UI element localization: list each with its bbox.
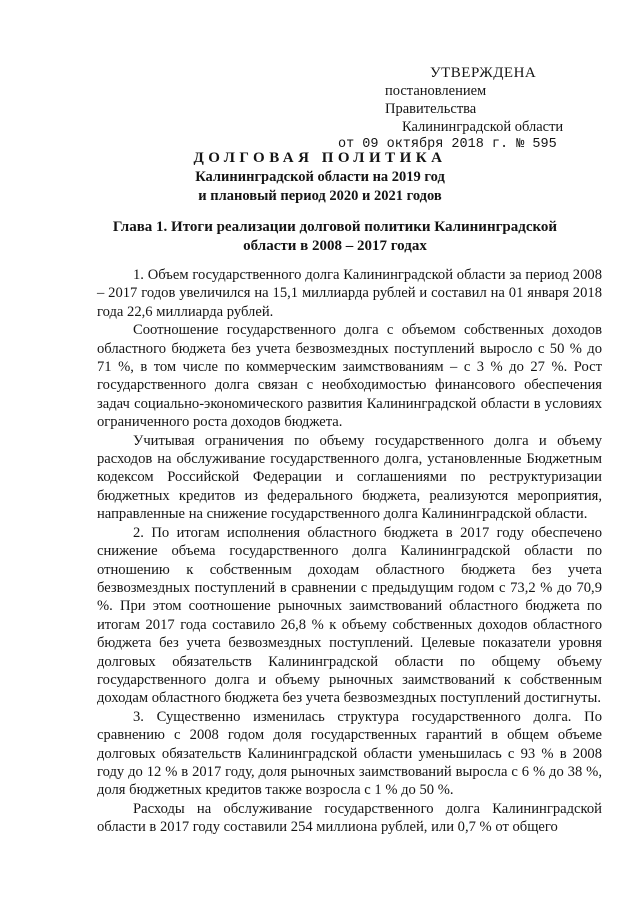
paragraph-3: Учитывая ограничения по объему государственного долга и объему расходов на обслуживание государственного долга, установленные Бюджетным кодексом Российской Федерации и соглашениями по реструктуризации бюджетных кредитов из федерального бюджета, реализуются мероприятия, направленные на снижение государственного долга Калининградской области. xyxy=(97,432,602,523)
chapter-heading-line-1: Глава 1. Итоги реализации долговой политики Калининградской xyxy=(112,219,558,235)
title-subtitle-1: Калининградской области на 2019 год xyxy=(195,169,445,185)
approval-heading: УТВЕРЖДЕНА xyxy=(430,65,537,81)
approval-line-1: постановлением Правительства xyxy=(385,83,487,117)
paragraph-1: 1. Объем государственного долга Калининградской области за период 2008 – 2017 годов увеличился на 15,1 миллиарда рублей и составил на 01 января 2018 года 22,6 миллиарда рублей. xyxy=(97,267,602,320)
paragraph-6: Расходы на обслуживание государственного долга Калининградской области в 2017 году составили 254 миллиона рублей, или 0,7 % от общего xyxy=(97,800,602,836)
paragraph-4: 2. По итогам исполнения областного бюджета в 2017 году обеспечено снижение объема государственного долга Калининградской области по отношению к собственным доходам областного бюджета без учета безвозмездных поступлений в сравнении с предыдущим годом с 73,2 % до 70,9 %. При этом соотношение рыночных заимствований областного бюджета по итогам 2017 года составило 26,8 % к объему собственных доходов областного бюджета без учета безвозмездных поступлений. Целевые показатели уровня долговых обязательств Калининградской области по общему объему государственного долга и объему рыночных заимствований к собственным доходам областного бюджета без учета безвозмездных поступлений достигнуты. xyxy=(97,524,602,707)
title-subtitle-2: и плановый период 2020 и 2021 годов xyxy=(198,188,442,204)
title-main: ДОЛГОВАЯ ПОЛИТИКА xyxy=(193,150,447,166)
chapter-heading-line-2: области в 2008 – 2017 годах xyxy=(243,238,427,254)
chapter-heading xyxy=(100,218,570,256)
approval-stamp xyxy=(330,64,575,154)
body-text xyxy=(97,266,602,837)
document-title xyxy=(0,148,640,206)
approval-date-line: от 09 октября 2018 г. № 595 xyxy=(338,137,557,152)
approval-line-2: Калининградской области xyxy=(402,119,564,135)
paragraph-2: Соотношение государственного долга с объемом собственных доходов областного бюджета без учета безвозмездных поступлений выросло с 50 % до 71 %, в том числе по коммерческим заимствованиям – с 3 % до 27 %. Рост государственного долга связан с необходимостью финансового обеспечения задач социально-экономического развития Калининградской области в условиях ограниченного роста доходов бюджета. xyxy=(97,322,602,431)
paragraph-5: 3. Существенно изменилась структура государственного долга. По сравнению с 2008 годом доля государственных гарантий в общем объеме долговых обязательств Калининградской области уменьшилась с 93 % в 2008 году до 12 % в 2017 году, доля рыночных заимствований выросла с 6 % до 38 %, доля бюджетных кредитов также возросла с 1 % до 50 %. xyxy=(97,708,602,799)
